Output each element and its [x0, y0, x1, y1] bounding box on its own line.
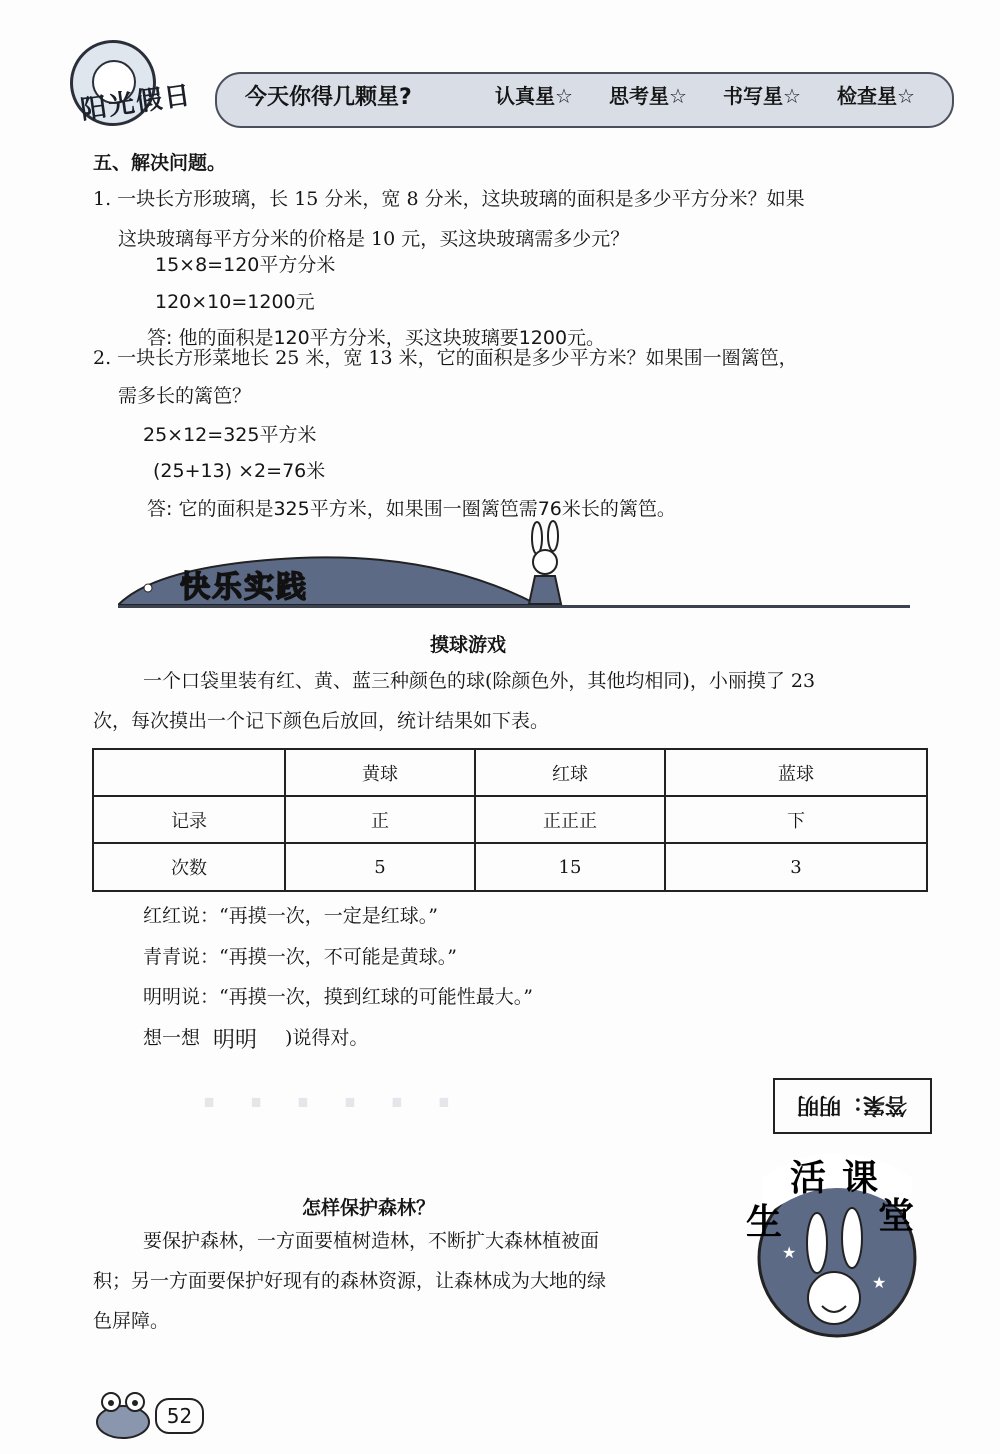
faded-watermark-text: · · · · · ·: [200, 1075, 459, 1131]
table-cell: 次数: [93, 843, 285, 891]
handwritten-answer: 明明: [213, 1028, 258, 1053]
table-row: [93, 843, 927, 891]
svg-text:★: ★: [872, 1273, 887, 1292]
game-intro-line2: 次，每次摸出一个记下颜色后放回，统计结果如下表。: [93, 710, 550, 732]
question-prefix: 想一想: [143, 1027, 201, 1049]
ball-stats-table: [92, 748, 928, 892]
section-heading: 五、解决问题。: [93, 152, 227, 174]
forest-line2: 积；另一方面要保护好现有的森林资源，让森林成为大地的绿: [93, 1270, 607, 1292]
answer-key-box: [773, 1078, 932, 1134]
rating-thinking: 思考星☆: [609, 84, 687, 108]
page-number: 52: [155, 1398, 204, 1434]
table-cell: 下: [665, 796, 927, 843]
problem1-answer: 答: 他的面积是120平方分米，买这块玻璃要1200元。: [147, 327, 606, 349]
table-cell: 正: [285, 796, 475, 843]
problem2-calc2: (25+13) ×2=76米: [153, 460, 326, 482]
life-class-badge-icon: [742, 1138, 920, 1376]
star-question: 今天你得几颗星?: [245, 85, 412, 110]
table-cell: 3: [665, 843, 927, 891]
svg-text:★: ★: [782, 1243, 797, 1262]
game-title: 摸球游戏: [430, 634, 507, 656]
table-cell: 记录: [93, 796, 285, 843]
table-row: [93, 796, 927, 843]
table-header-red: 红球: [475, 749, 665, 796]
problem2-calc1: 25×12=325平方米: [143, 424, 317, 446]
rating-careful: 认真星☆: [495, 84, 573, 108]
problem1-calc2: 120×10=1200元: [155, 291, 315, 313]
forest-line1: 要保护森林，一方面要植树造林，不断扩大森林植被面: [143, 1230, 600, 1252]
problem1-line1: 1. 一块长方形玻璃，长 15 分米，宽 8 分米，这块玻璃的面积是多少平方分米？如果: [93, 188, 805, 210]
answer-key-text: 答案：明明: [797, 1091, 908, 1117]
badge-char-tang: 堂: [878, 1195, 915, 1236]
table-cell: 5: [285, 843, 475, 891]
problem1-calc1: 15×8=120平方分米: [155, 254, 336, 276]
problem2-answer: 答: 它的面积是325平方米，如果围一圈篱笆需76米长的篱笆。: [147, 498, 676, 520]
table-cell: 15: [475, 843, 665, 891]
statement-qingqing: 青青说：“再摸一次，不可能是黄球。”: [143, 946, 457, 968]
star-ratings: [495, 80, 915, 109]
statement-honghong: 红红说：“再摸一次，一定是红球。”: [143, 905, 438, 927]
table-header-empty: [93, 749, 285, 796]
badge-char-ke: 课: [842, 1157, 879, 1198]
banner-divider: [118, 605, 910, 608]
forest-title: 怎样保护森林？: [302, 1197, 436, 1219]
question-suffix: )说得对。: [285, 1027, 369, 1049]
problem1-line2: 这块玻璃每平方分米的价格是 10 元，买这块玻璃需多少元？: [118, 228, 630, 250]
forest-line3: 色屏障。: [93, 1310, 170, 1332]
problem2-line1: 2. 一块长方形菜地长 25 米，宽 13 米，它的面积是多少平方米？如果围一圈篱笆，: [93, 347, 798, 369]
table-header-blue: 蓝球: [665, 749, 927, 796]
frog-icon: [93, 1388, 153, 1440]
rating-writing: 书写星☆: [723, 84, 801, 108]
brand-title: 阳光假日: [78, 80, 194, 126]
statement-mingming: 明明说：“再摸一次，摸到红球的可能性最大。”: [143, 986, 533, 1008]
rabbit-icon: [515, 520, 575, 610]
badge-char-huo: 活: [790, 1157, 827, 1198]
practice-title: 快乐实践: [180, 570, 308, 605]
rating-checking: 检查星☆: [837, 84, 915, 108]
table-cell: 正正正: [475, 796, 665, 843]
game-intro-line1: 一个口袋里装有红、黄、蓝三种颜色的球(除颜色外，其他均相同)，小丽摸了 23: [143, 670, 816, 692]
problem2-line2: 需多长的篱笆？: [118, 385, 252, 407]
badge-char-sheng: 生: [746, 1201, 783, 1242]
table-header-yellow: 黄球: [285, 749, 475, 796]
